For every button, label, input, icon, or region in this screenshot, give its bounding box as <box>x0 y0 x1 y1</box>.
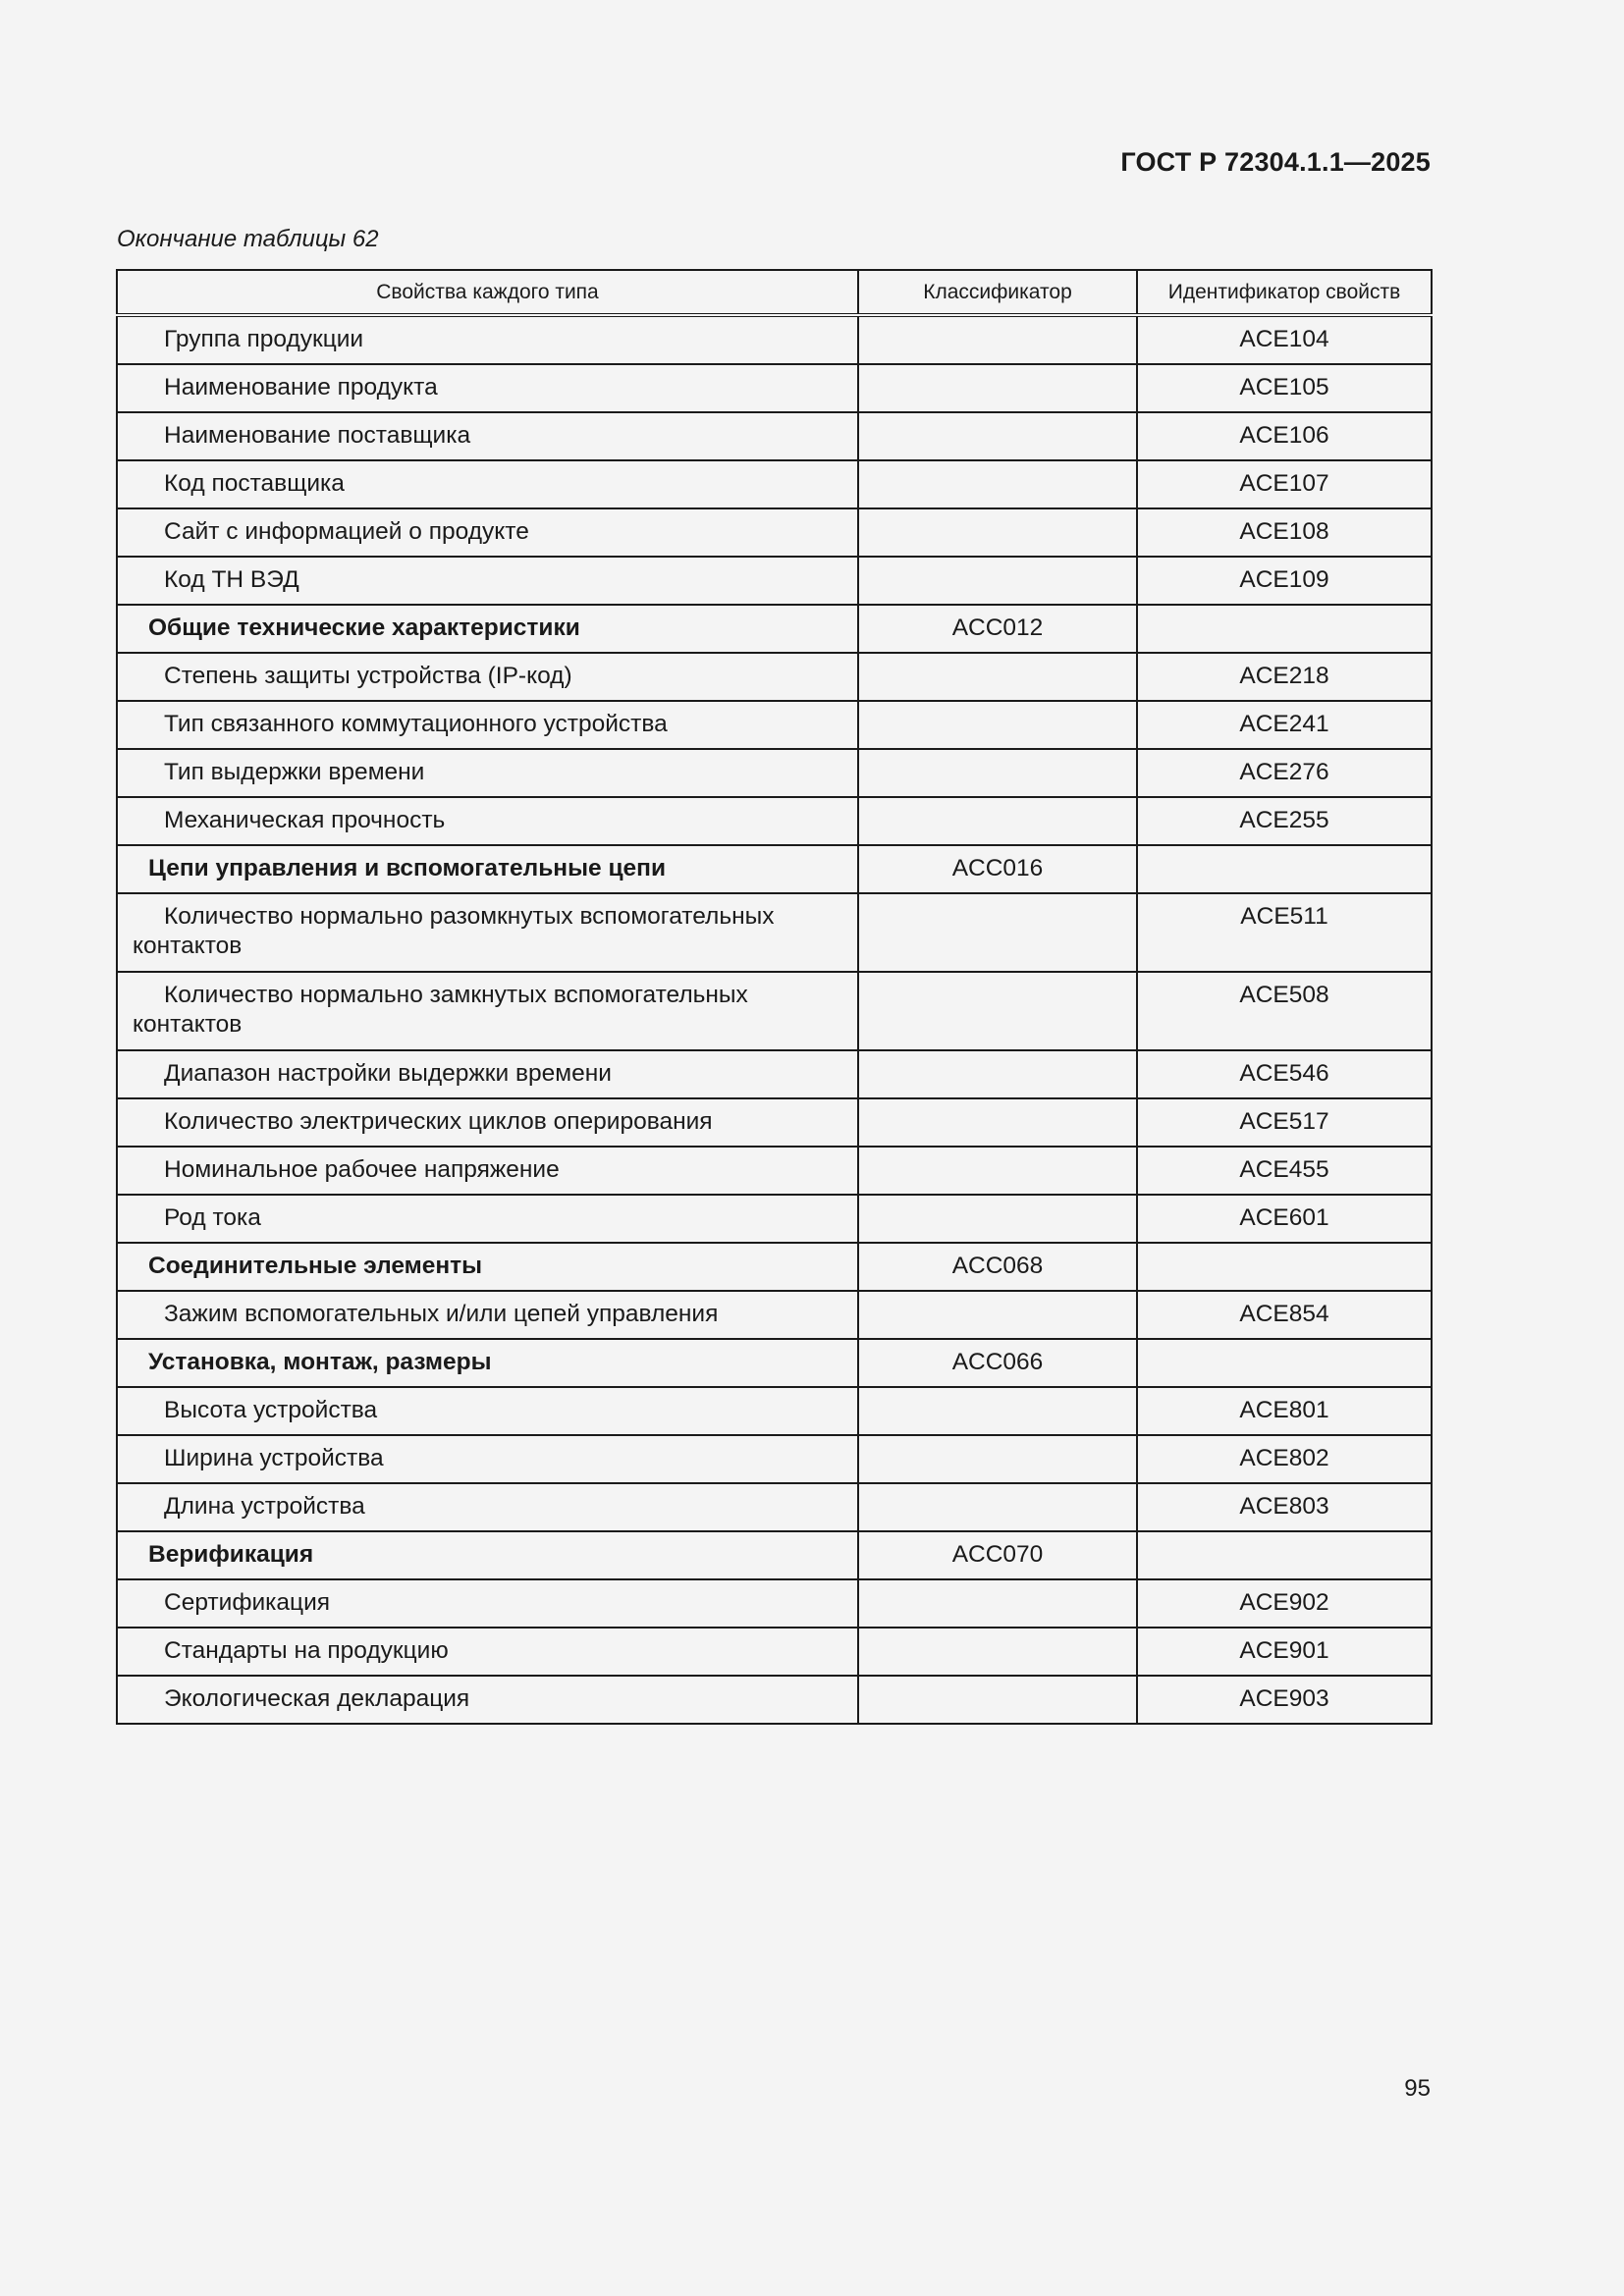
property-id-cell <box>1137 1531 1432 1579</box>
table-row <box>117 1483 1432 1531</box>
property-name-cell: Наименование продукта <box>117 364 858 412</box>
table-group-row <box>117 1339 1432 1387</box>
property-name-cell: Установка, монтаж, размеры <box>117 1339 858 1387</box>
property-id-cell: ACE901 <box>1137 1628 1432 1676</box>
property-id-cell: ACE902 <box>1137 1579 1432 1628</box>
property-id-cell <box>1137 1339 1432 1387</box>
table-row <box>117 1195 1432 1243</box>
property-id-cell: ACE546 <box>1137 1050 1432 1098</box>
table-row <box>117 460 1432 508</box>
classifier-cell <box>858 460 1137 508</box>
table-row <box>117 1147 1432 1195</box>
table-row <box>117 1628 1432 1676</box>
property-name-cell: Наименование поставщика <box>117 412 858 460</box>
table-row <box>117 364 1432 412</box>
property-name-cell: Соединительные элементы <box>117 1243 858 1291</box>
property-name-cell: Код поставщика <box>117 460 858 508</box>
classifier-cell <box>858 364 1137 412</box>
property-name-cell: Механическая прочность <box>117 797 858 845</box>
classifier-cell <box>858 797 1137 845</box>
property-id-cell: ACE854 <box>1137 1291 1432 1339</box>
property-id-cell: ACE517 <box>1137 1098 1432 1147</box>
property-name-cell: Верификация <box>117 1531 858 1579</box>
property-name-cell: Степень защиты устройства (IP-код) <box>117 653 858 701</box>
table-group-row <box>117 845 1432 893</box>
property-id-cell: ACE801 <box>1137 1387 1432 1435</box>
classifier-cell <box>858 1628 1137 1676</box>
classifier-cell <box>858 1098 1137 1147</box>
property-name-cell: Общие технические характеристики <box>117 605 858 653</box>
table-row <box>117 1387 1432 1435</box>
property-id-cell <box>1137 1243 1432 1291</box>
document-code: ГОСТ Р 72304.1.1—2025 <box>1120 147 1431 177</box>
classifier-cell: ACC016 <box>858 845 1137 893</box>
property-id-cell: ACE255 <box>1137 797 1432 845</box>
table-row <box>117 972 1432 1050</box>
table-group-row <box>117 1243 1432 1291</box>
classifier-cell: ACC070 <box>858 1531 1137 1579</box>
property-id-cell: ACE276 <box>1137 749 1432 797</box>
property-id-cell: ACE511 <box>1137 893 1432 972</box>
property-name-cell: Длина устройства <box>117 1483 858 1531</box>
property-name-cell: Цепи управления и вспомогательные цепи <box>117 845 858 893</box>
classifier-cell <box>858 412 1137 460</box>
table-row <box>117 1098 1432 1147</box>
property-name-cell: Зажим вспомогательных и/или цепей управления <box>117 1291 858 1339</box>
page-number: 95 <box>1404 2075 1431 2102</box>
table-row <box>117 315 1432 364</box>
property-name-cell: Диапазон настройки выдержки времени <box>117 1050 858 1098</box>
property-id-cell: ACE903 <box>1137 1676 1432 1724</box>
property-id-cell: ACE803 <box>1137 1483 1432 1531</box>
table-row <box>117 1579 1432 1628</box>
table-row <box>117 557 1432 605</box>
table-row <box>117 797 1432 845</box>
table-row <box>117 1291 1432 1339</box>
property-name-cell: Код ТН ВЭД <box>117 557 858 605</box>
property-name-cell: Сайт с информацией о продукте <box>117 508 858 557</box>
property-id-cell: ACE106 <box>1137 412 1432 460</box>
property-id-cell: ACE107 <box>1137 460 1432 508</box>
property-name-cell: Тип связанного коммутационного устройства <box>117 701 858 749</box>
property-id-cell: ACE105 <box>1137 364 1432 412</box>
classifier-cell: ACC066 <box>858 1339 1137 1387</box>
table-row <box>117 653 1432 701</box>
classifier-cell <box>858 508 1137 557</box>
classifier-cell <box>858 1387 1137 1435</box>
classifier-cell <box>858 653 1137 701</box>
property-name-cell: Род тока <box>117 1195 858 1243</box>
table-row <box>117 1050 1432 1098</box>
classifier-cell <box>858 1195 1137 1243</box>
table-group-row <box>117 605 1432 653</box>
property-name-cell: Количество нормально замкнутых вспомогательных контактов <box>117 972 858 1050</box>
table-row <box>117 508 1432 557</box>
property-id-cell: ACE601 <box>1137 1195 1432 1243</box>
classifier-cell <box>858 1291 1137 1339</box>
table-row <box>117 1676 1432 1724</box>
property-id-cell: ACE802 <box>1137 1435 1432 1483</box>
property-name-cell: Количество нормально разомкнутых вспомогательных контактов <box>117 893 858 972</box>
table-row <box>117 1435 1432 1483</box>
property-name-cell: Ширина устройства <box>117 1435 858 1483</box>
classifier-cell <box>858 749 1137 797</box>
property-name-cell: Стандарты на продукцию <box>117 1628 858 1676</box>
classifier-cell: ACC068 <box>858 1243 1137 1291</box>
property-id-cell: ACE218 <box>1137 653 1432 701</box>
property-name-cell: Номинальное рабочее напряжение <box>117 1147 858 1195</box>
classifier-cell: ACC012 <box>858 605 1137 653</box>
table-caption: Окончание таблицы 62 <box>117 226 379 252</box>
table-row <box>117 749 1432 797</box>
table-row <box>117 893 1432 972</box>
property-name-cell: Высота устройства <box>117 1387 858 1435</box>
property-name-cell: Тип выдержки времени <box>117 749 858 797</box>
classifier-cell <box>858 1676 1137 1724</box>
property-id-cell <box>1137 845 1432 893</box>
classifier-cell <box>858 1050 1137 1098</box>
classifier-cell <box>858 1435 1137 1483</box>
property-id-cell: ACE109 <box>1137 557 1432 605</box>
property-id-cell <box>1137 605 1432 653</box>
classifier-cell <box>858 893 1137 972</box>
property-id-cell: ACE108 <box>1137 508 1432 557</box>
table-header-row <box>117 270 1432 315</box>
property-id-cell: ACE104 <box>1137 315 1432 364</box>
property-id-cell: ACE508 <box>1137 972 1432 1050</box>
table-group-row <box>117 1531 1432 1579</box>
table-body <box>117 315 1432 1724</box>
property-name-cell: Количество электрических циклов оперирования <box>117 1098 858 1147</box>
classifier-cell <box>858 972 1137 1050</box>
column-header-properties: Свойства каждого типа <box>117 270 858 315</box>
column-header-property-id: Идентификатор свойств <box>1137 270 1432 315</box>
table-row <box>117 701 1432 749</box>
property-name-cell: Группа продукции <box>117 315 858 364</box>
classifier-cell <box>858 1579 1137 1628</box>
property-id-cell: ACE455 <box>1137 1147 1432 1195</box>
classifier-cell <box>858 1147 1137 1195</box>
table-row <box>117 412 1432 460</box>
property-name-cell: Экологическая декларация <box>117 1676 858 1724</box>
property-id-cell: ACE241 <box>1137 701 1432 749</box>
classifier-cell <box>858 315 1137 364</box>
classifier-cell <box>858 557 1137 605</box>
properties-table <box>116 269 1433 1725</box>
property-name-cell: Сертификация <box>117 1579 858 1628</box>
classifier-cell <box>858 1483 1137 1531</box>
classifier-cell <box>858 701 1137 749</box>
column-header-classifier: Классификатор <box>858 270 1137 315</box>
